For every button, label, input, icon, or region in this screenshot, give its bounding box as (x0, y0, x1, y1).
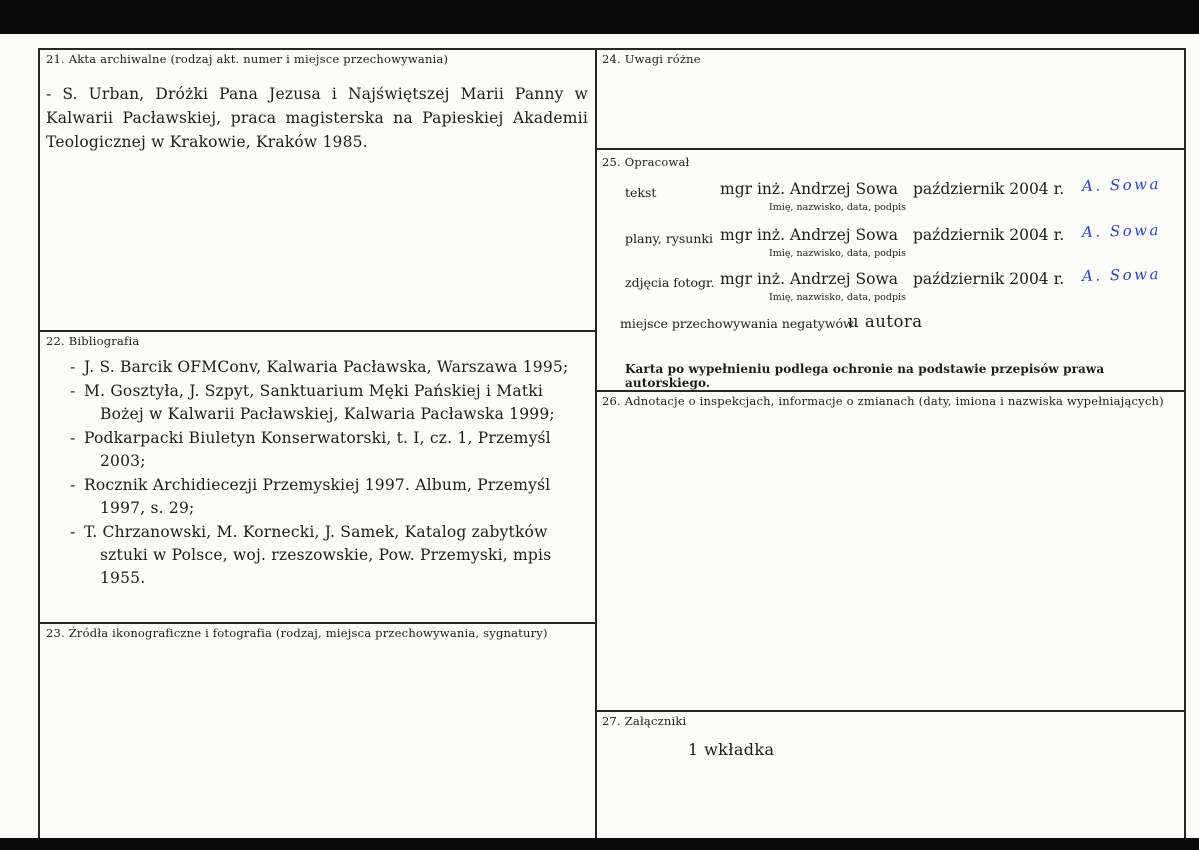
handwritten-signature: A. Sowa (1081, 264, 1162, 286)
author-role-label: tekst (625, 185, 657, 200)
divider-s25-s26 (595, 390, 1186, 392)
list-dash: - (70, 523, 76, 541)
list-dash: - (70, 358, 76, 376)
negatives-label: miejsce przechowywania negatywów (620, 316, 854, 331)
signature-caption: Imię, nazwisko, data, podpis (769, 202, 906, 213)
author-row-plans (595, 220, 1190, 270)
copyright-notice: Karta po wypełnieniu podlega ochronie na podstawie przepisów prawa autorskiego. (625, 362, 1105, 390)
section-21-label: 21. Akta archiwalne (rodzaj akt. numer i miejsce przechowywania) (46, 52, 449, 66)
list-dash: - (70, 476, 76, 494)
section-24-label: 24. Uwagi różne (602, 52, 701, 66)
divider-s22-s23 (38, 622, 595, 624)
bibliography-item-text: T. Chrzanowski, M. Kornecki, J. Samek, Katalog zabytków sztuki w Polsce, woj. rzeszowskie, Pow. Przemyski, mpis 1955. (84, 523, 552, 587)
bibliography-item (52, 521, 590, 590)
list-dash: - (70, 429, 76, 447)
handwritten-signature: A. Sowa (1081, 174, 1162, 196)
divider-s24-s25 (595, 148, 1186, 150)
author-role-label: plany, rysunki (625, 231, 713, 246)
signature-caption: Imię, nazwisko, data, podpis (769, 292, 906, 303)
section-26-label: 26. Adnotacje o inspekcjach, informacje o zmianach (daty, imiona i nazwiska wypełniających) (602, 394, 1164, 408)
bibliography-item-text: M. Gosztyła, J. Szpyt, Sanktuarium Męki Pańskiej i Matki Bożej w Kalwarii Pacławskiej, Kalwaria Pacławska 1999; (84, 382, 555, 423)
divider-s26-s27 (595, 710, 1186, 712)
border-right (1184, 48, 1186, 838)
author-name: mgr inż. Andrzej Sowa (720, 180, 898, 198)
bibliography-list (52, 356, 590, 591)
author-role-label: zdjęcia fotogr. (625, 275, 715, 290)
bibliography-item (52, 474, 590, 520)
handwritten-signature: A. Sowa (1081, 220, 1162, 242)
list-dash: - (70, 382, 76, 400)
border-left (38, 48, 40, 838)
author-date: październik 2004 r. (913, 226, 1065, 244)
divider-columns (595, 48, 597, 838)
bibliography-item (52, 356, 590, 379)
scan-edge-bottom (0, 838, 1199, 850)
section-22-label: 22. Bibliografia (46, 334, 140, 348)
attachments-value: 1 wkładka (688, 740, 775, 759)
negatives-value: u autora (848, 312, 923, 331)
author-row-photos (595, 264, 1190, 314)
scan-edge-top (0, 0, 1199, 34)
divider-s21-s22 (38, 330, 595, 332)
bibliography-item (52, 380, 590, 426)
bibliography-item-text: Podkarpacki Biuletyn Konserwatorski, t. I, cz. 1, Przemyśl 2003; (84, 429, 551, 470)
bibliography-item-text: J. S. Barcik OFMConv, Kalwaria Pacławska, Warszawa 1995; (84, 358, 569, 376)
bibliography-item (52, 427, 590, 473)
section-21-body: - S. Urban, Dróżki Pana Jezusa i Najświętszej Marii Panny w Kalwarii Pacławskiej, praca magisterska na Papieskiej Akademii Teologicznej w Krakowie, Kraków 1985. (46, 85, 588, 151)
section-27-label: 27. Załączniki (602, 714, 687, 728)
section-23-label: 23. Źródła ikonograficzne i fotografia (rodzaj, miejsca przechowywania, sygnatury) (46, 626, 548, 640)
author-row-text (595, 174, 1190, 224)
divider-top (38, 48, 1186, 50)
author-name: mgr inż. Andrzej Sowa (720, 270, 898, 288)
author-date: październik 2004 r. (913, 270, 1065, 288)
author-date: październik 2004 r. (913, 180, 1065, 198)
bibliography-item-text: Rocznik Archidiecezji Przemyskiej 1997. Album, Przemyśl 1997, s. 29; (84, 476, 551, 517)
section-25-label: 25. Opracował (602, 155, 690, 169)
author-name: mgr inż. Andrzej Sowa (720, 226, 898, 244)
signature-caption: Imię, nazwisko, data, podpis (769, 248, 906, 259)
